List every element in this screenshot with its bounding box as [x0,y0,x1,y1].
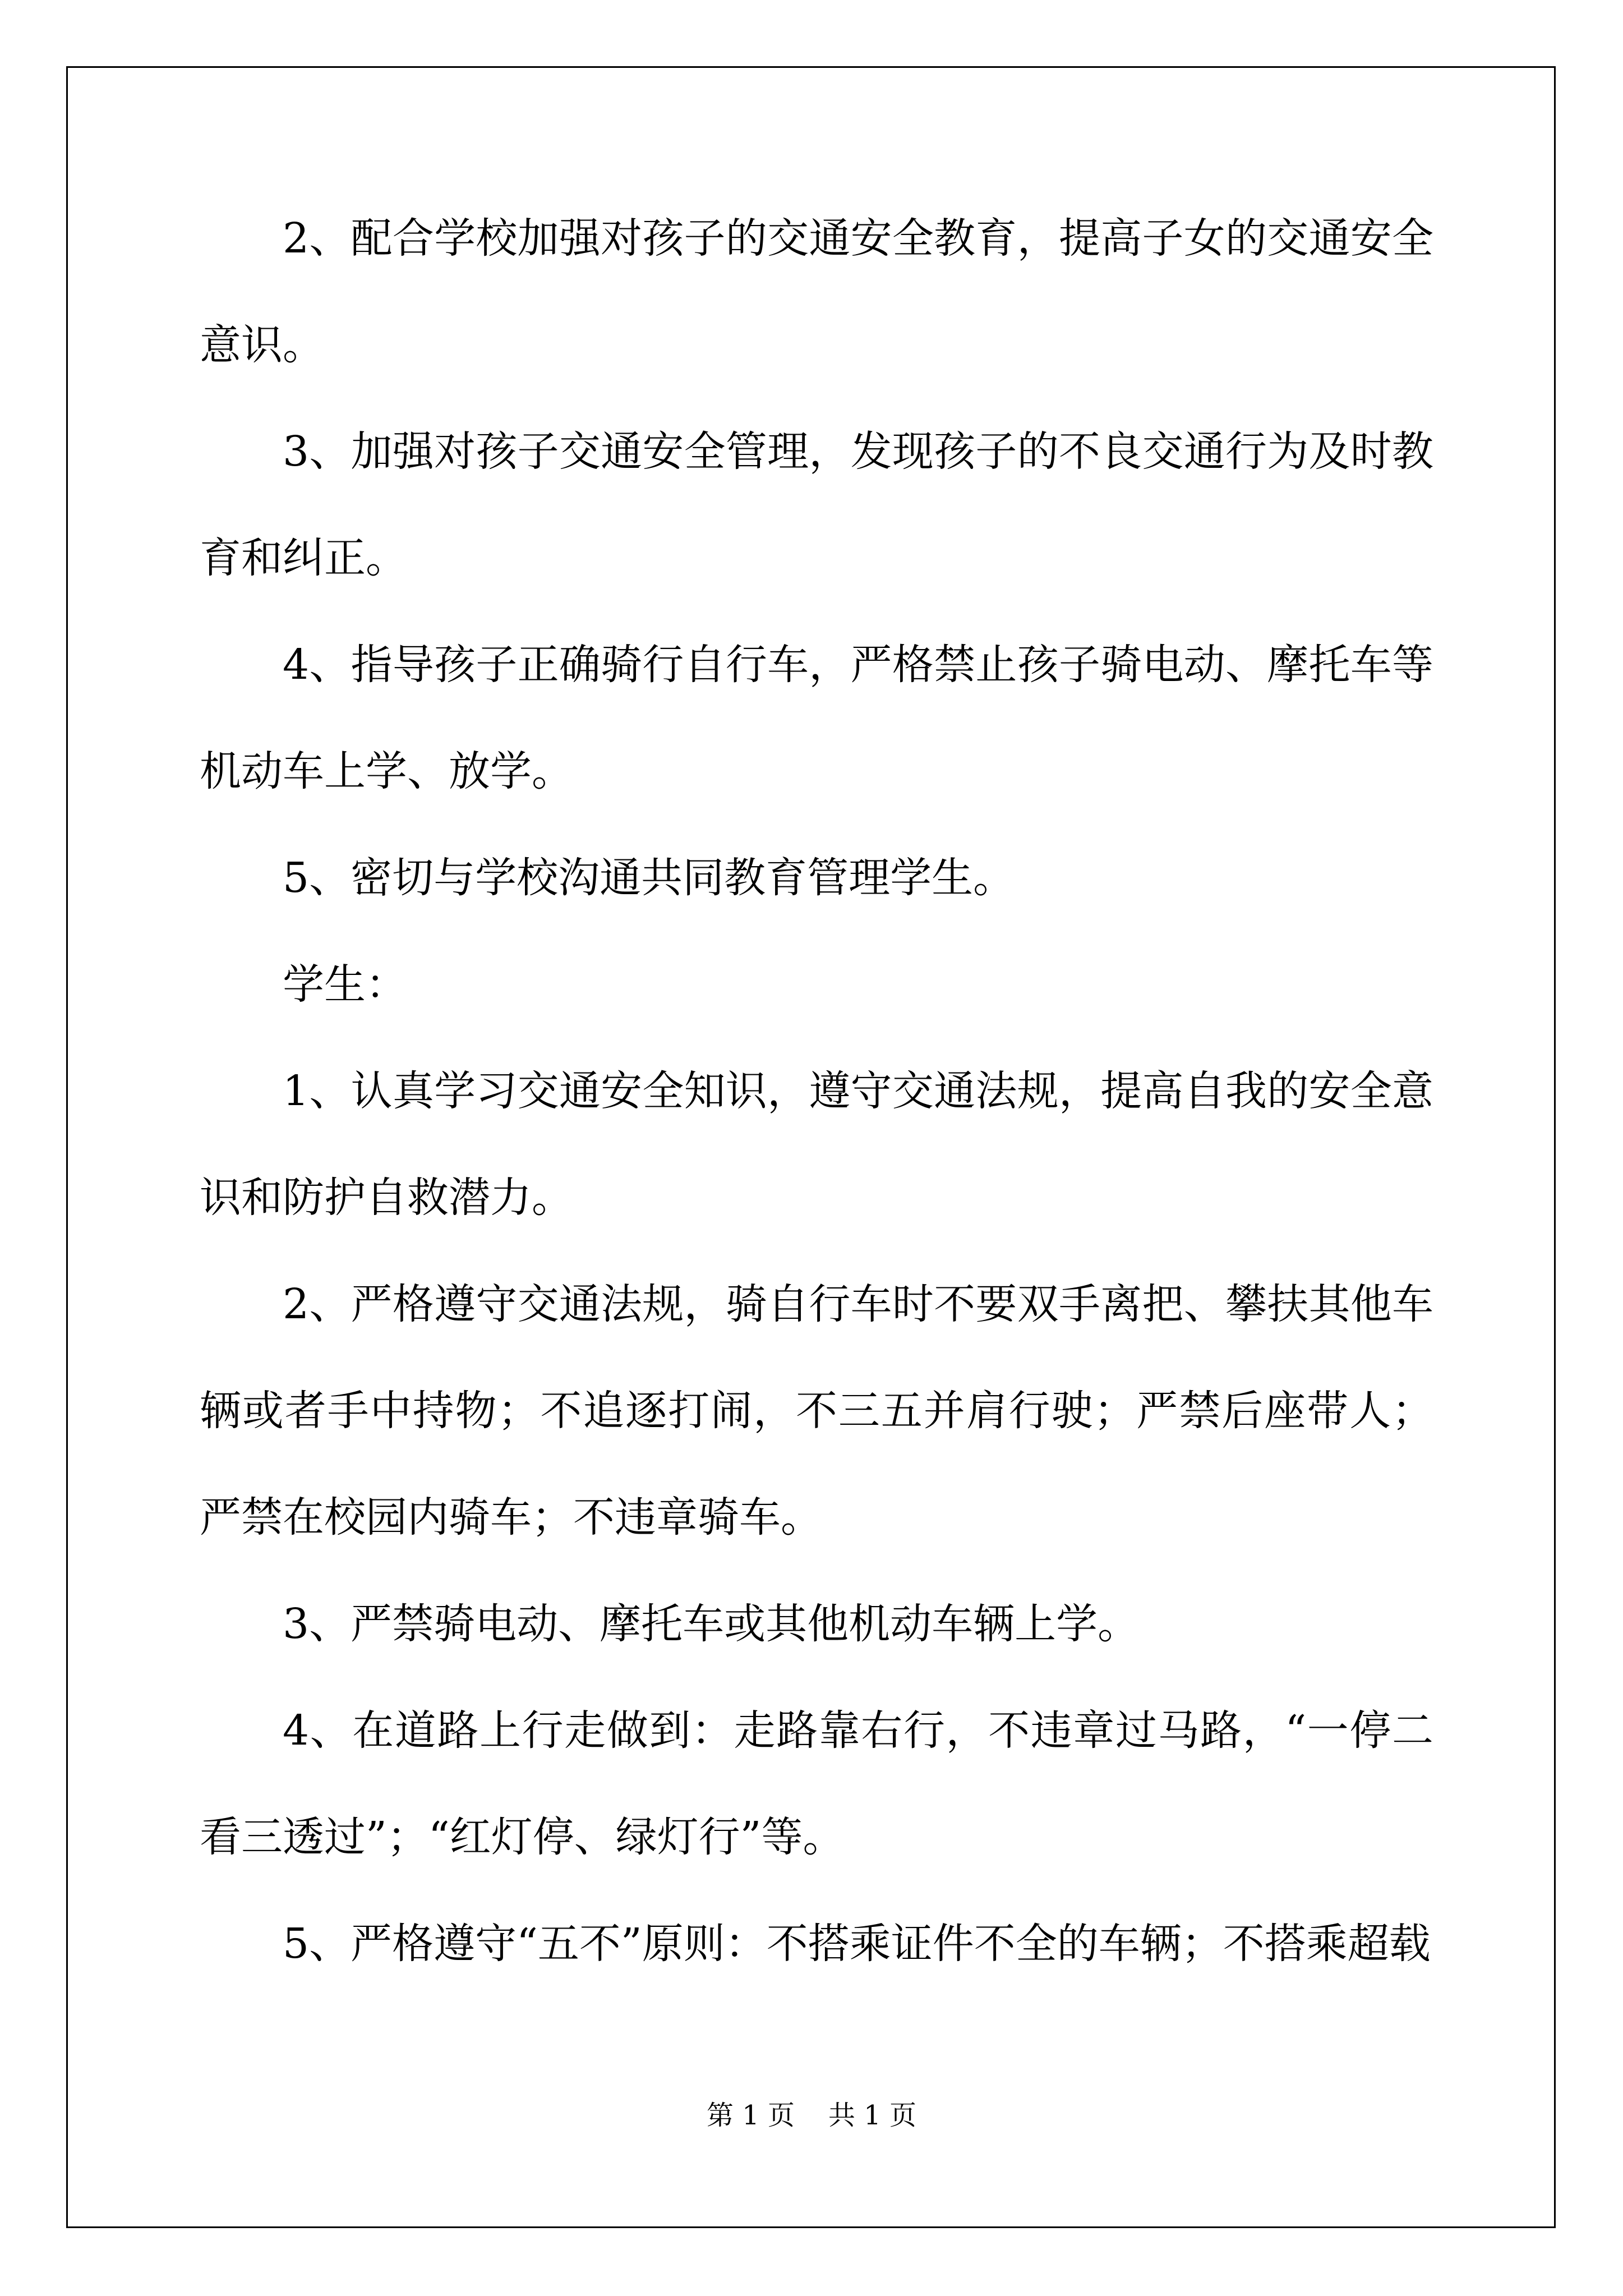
paragraph: 5、严格遵守“五不”原则：不搭乘证件不全的车辆；不搭乘超载 [283,1920,1431,1968]
paragraph: 5、密切与学校沟通共同教育管理学生。 [283,854,1015,902]
paragraph: 1、认真学习交通安全知识，遵守交通法规，提高自我的安全意识和防护自救潜力。 [200,1067,1433,1222]
paragraph: 4、指导孩子正确骑行自行车，严格禁止孩子骑电动、摩托车等机动车上学、放学。 [200,641,1433,795]
paragraph: 3、严禁骑电动、摩托车或其他机动车辆上学。 [283,1600,1140,1648]
paragraph: 4、在道路上行走做到：走路靠右行，不违章过马路，“一停二看三透过”；“红灯停、绿灯行”等。 [200,1706,1433,1861]
section-heading: 学生： [283,960,407,1009]
page-total: 共 1 页 [828,2100,917,2131]
page-number: 第 1 页 [706,2100,795,2131]
page-footer [0,2093,1623,2132]
paragraph: 3、加强对孩子交通安全管理，发现孩子的不良交通行为及时教育和纠正。 [200,427,1433,582]
document-body [200,185,1433,1997]
paragraph: 2、严格遵守交通法规，骑自行车时不要双手离把、攀扶其他车辆或者手中持物；不追逐打闹，不三五并肩行驶；严禁后座带人；严禁在校园内骑车；不违章骑车。 [200,1280,1433,1542]
paragraph: 2、配合学校加强对孩子的交通安全教育，提高子女的交通安全意识。 [200,214,1433,369]
